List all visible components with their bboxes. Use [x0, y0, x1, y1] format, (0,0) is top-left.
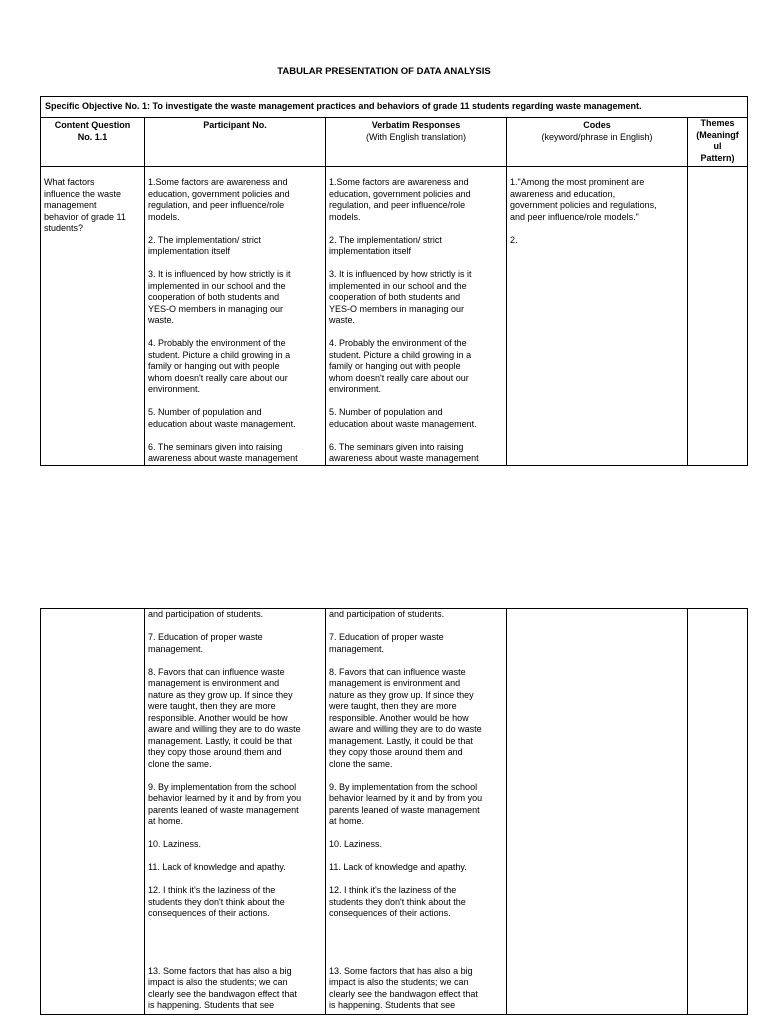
header-codes-title: Codes — [583, 120, 611, 130]
verbatim-response: 2. The implementation/ strict implementation itself — [329, 234, 442, 256]
participant-response: 4. Probably the environment of the student. Picture a child growing in a family or hanging out with people whom doesn't really care about our environment. — [148, 338, 291, 394]
participant-response: and participation of students. — [148, 609, 264, 619]
header-verbatim-title: Verbatim Responses — [371, 120, 461, 130]
verbatim-response: 3. It is influenced by how strictly is it implemented in our school and the cooperation of both students and YES-O members in managing our waste. — [329, 269, 472, 325]
header-themes: Themes (Meaningf ul Pattern) — [688, 118, 748, 167]
participant-response: 12. I think it's the laziness of the students they don't think about the consequences of their actions. — [148, 885, 285, 918]
verbatim-response: 4. Probably the environment of the student. Picture a child growing in a family or hanging out with people whom doesn't really care about our environment. — [329, 338, 472, 394]
header-verbatim-sub: (With English translation) — [365, 131, 467, 142]
themes-cell — [688, 167, 748, 466]
header-verbatim — [326, 118, 507, 167]
participant-response: 6. The seminars given into raising awareness about waste management — [148, 441, 298, 463]
content-question-cell — [41, 609, 145, 1015]
verbatim-response: 10. Laziness. — [329, 839, 383, 849]
verbatim-response: 6. The seminars given into raising awareness about waste management — [329, 441, 479, 463]
verbatim-response: 11. Lack of knowledge and apathy. — [329, 862, 467, 872]
verbatim-cell — [326, 167, 507, 466]
verbatim-cell — [326, 609, 507, 1015]
participant-response: 2. The implementation/ strict implementation itself — [148, 234, 261, 256]
content-question-cell: What factors influence the waste management behavior of grade 11 students? — [41, 167, 145, 466]
participant-cell — [145, 609, 326, 1015]
verbatim-response: and participation of students. — [329, 609, 445, 619]
participant-response: 13. Some factors that has also a big impact is also the students; we can clearly see the bandwagon effect that is happening. Students that see — [148, 965, 297, 1010]
participant-response: 1.Some factors are awareness and education, government policies and regulation, and peer influence/role models. — [148, 177, 290, 222]
specific-objective: Specific Objective No. 1: To investigate the waste management practices and behaviors of grade 11 students regarding waste management. — [41, 97, 748, 118]
verbatim-response: 5. Number of population and education about waste management. — [329, 407, 477, 429]
verbatim-response: 1.Some factors are awareness and education, government policies and regulation, and peer influence/role models. — [329, 177, 471, 222]
participant-response: 5. Number of population and education about waste management. — [148, 407, 296, 429]
analysis-table-page-1 — [40, 96, 748, 466]
verbatim-response: 8. Favors that can influence waste management is environment and nature as they grow up. If since they were taught, then they are more responsible. Another would be how aware and willing they are to do waste management. Lastly, it could be that they copy those around them and clone the same. — [329, 666, 482, 769]
analysis-table-page-2 — [40, 608, 748, 1015]
header-codes — [507, 118, 688, 167]
document-title: TABULAR PRESENTATION OF DATA ANALYSIS — [277, 66, 491, 77]
code-entry: 2. — [510, 234, 518, 245]
participant-response: 8. Favors that can influence waste management is environment and nature as they grow up. If since they were taught, then they are more responsible. Another would be how aware and willing they are to do waste management. Lastly, it could be that they copy those around them and clone the same. — [148, 666, 301, 769]
verbatim-response: 13. Some factors that has also a big impact is also the students; we can clearly see the bandwagon effect that is happening. Students that see — [329, 965, 478, 1010]
verbatim-response: 7. Education of proper waste management. — [329, 632, 444, 654]
participant-cell — [145, 167, 326, 466]
participant-response: 7. Education of proper waste management. — [148, 632, 263, 654]
verbatim-response: 12. I think it's the laziness of the students they don't think about the consequences of their actions. — [329, 885, 466, 918]
codes-cell — [507, 167, 688, 466]
participant-response: 9. By implementation from the school behavior learned by it and by from you parents leaned of waste management at home. — [148, 781, 302, 826]
participant-response: 10. Laziness. — [148, 839, 202, 849]
verbatim-response: 9. By implementation from the school behavior learned by it and by from you parents leaned of waste management at home. — [329, 781, 483, 826]
code-entry: 1."Among the most prominent are awareness and education, government policies and regulations, and peer influence/role models." — [510, 177, 657, 222]
header-content-question: Content Question No. 1.1 — [41, 118, 145, 167]
header-participant: Participant No. — [145, 118, 326, 167]
codes-cell — [507, 609, 688, 1015]
themes-cell — [688, 609, 748, 1015]
participant-response: 3. It is influenced by how strictly is it implemented in our school and the cooperation of both students and YES-O members in managing our waste. — [148, 269, 291, 325]
participant-response: 11. Lack of knowledge and apathy. — [148, 862, 286, 872]
header-codes-sub: (keyword/phrase in English) — [541, 131, 653, 142]
